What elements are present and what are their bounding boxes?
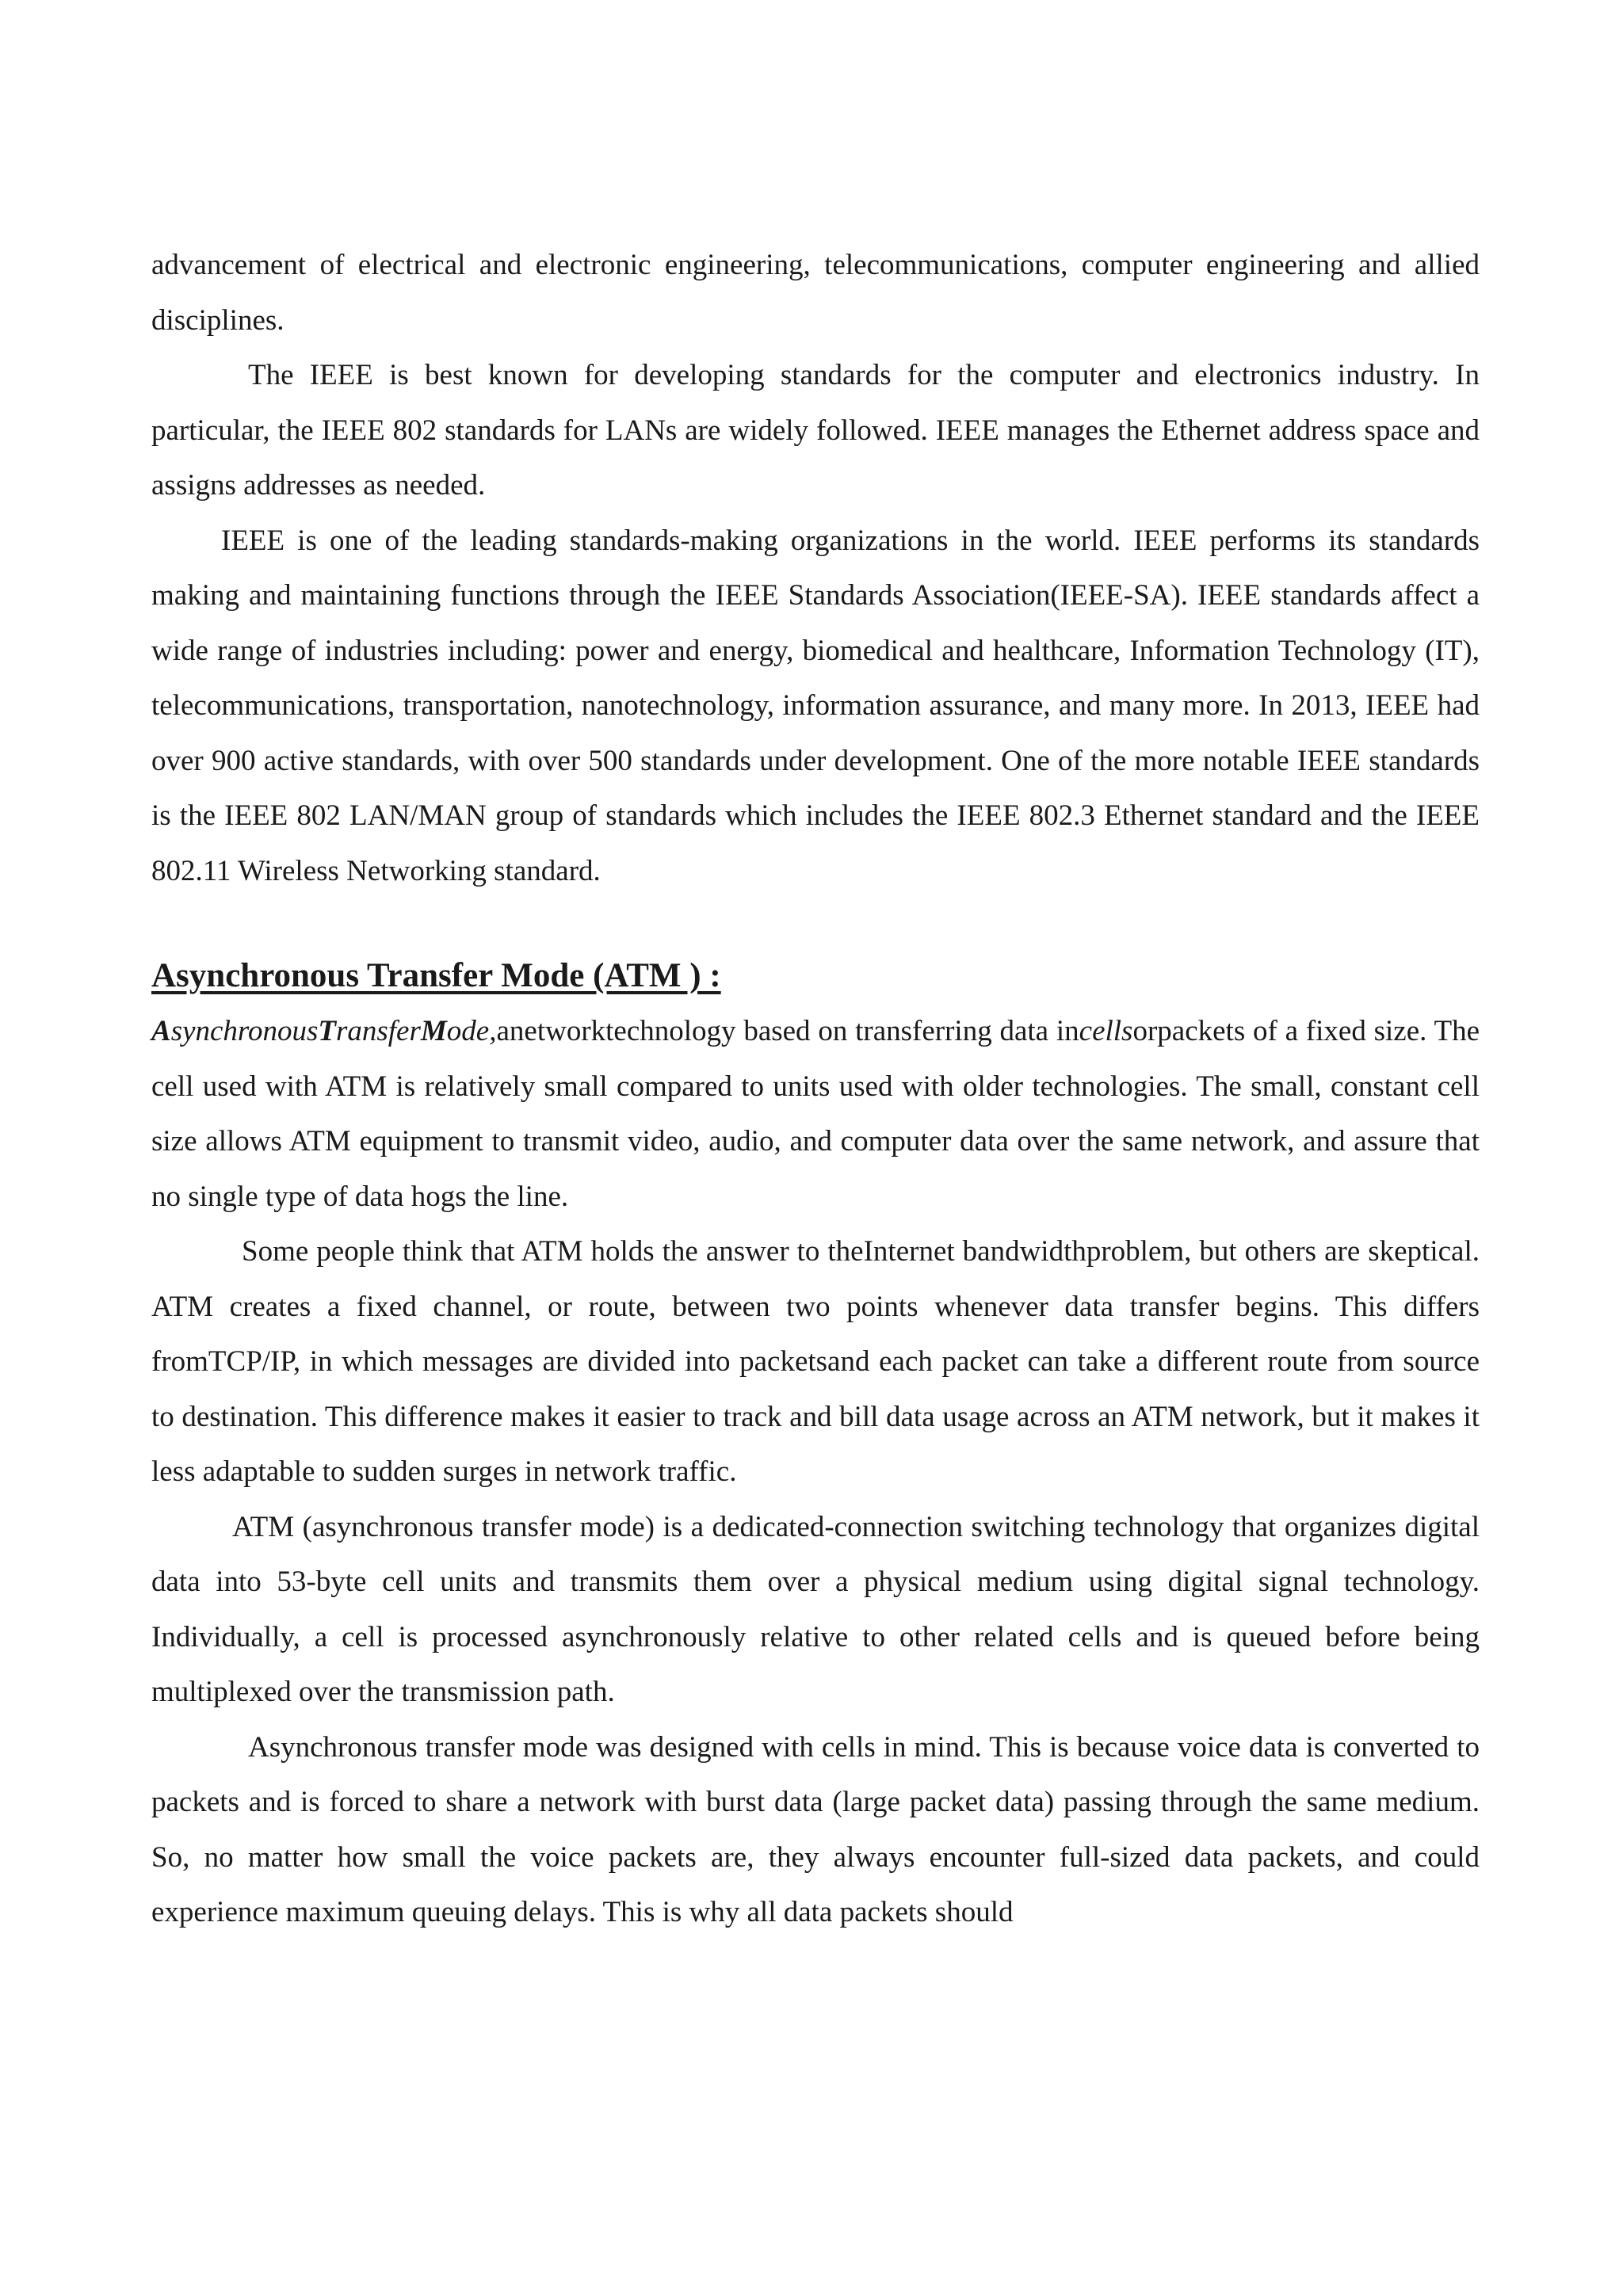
atm-word-synchronous: synchronous xyxy=(170,1015,319,1047)
atm-definition-text: anetworktechnology based on transferring data in xyxy=(496,1015,1079,1047)
paragraph-ieee-organization: IEEE is one of the leading standards-making organizations in the world. IEEE performs its standards making and maintaining functions through the IEEE Standards Association(IEEE-SA). IEEE standards affect a wide range of industries including: power and energy, biomedical and healthcare, Information Technology (IT), telecommunications, transportation, nanotechnology, information assurance, and many more. In 2013, IEEE had over 900 active standards, with over 500 standards under development. One of the more notable IEEE standards is the IEEE 802 LAN/MAN group of standards which includes the IEEE 802.3 Ethernet standard and the IEEE 802.11 Wireless Networking standard. xyxy=(151,524,1480,887)
atm-word-ransfer: ransfer xyxy=(335,1015,421,1047)
section-heading-atm: Asynchronous Transfer Mode (ATM ) : xyxy=(151,957,721,994)
atm-word-ode: ode, xyxy=(446,1015,497,1047)
paragraph-atm-bandwidth: Some people think that ATM holds the answer to theInternet bandwidthproblem, but others are skeptical. ATM creates a fixed channel, or route, between two points whenever data transfer begins. This differs fromTCP/IP, in which messages are divided into packetsand each packet can take a different route from source to destination. This difference makes it easier to track and bill data usage across an ATM network, but it makes it less adaptable to sudden surges in network traffic. xyxy=(151,1235,1480,1488)
paragraph-atm-definition xyxy=(151,1004,1480,1224)
paragraph-atm-switching: ATM (asynchronous transfer mode) is a dedicated-connection switching technology that organizes digital data into 53-byte cell units and transmits them over a physical medium using digital signal technology. Individually, a cell is processed asynchronously relative to other related cells and is queued before being multiplexed over the transmission path. xyxy=(151,1510,1480,1708)
document-page xyxy=(151,238,1480,1940)
atm-letter-t: T xyxy=(318,1015,336,1047)
atm-word-cells: cells xyxy=(1079,1015,1133,1047)
paragraph-ieee-intro: advancement of electrical and electronic engineering, telecommunications, computer engineering and allied disciplines. xyxy=(151,249,1480,337)
atm-letter-m: M xyxy=(420,1015,447,1047)
atm-definition-text-rest: orpackets of a fixed size. The cell used with ATM is relatively small compared to units used with older technologies. The small, constant cell size allows ATM equipment to transmit video, audio, and computer data over the same network, and assure that no single type of data hogs the line. xyxy=(151,1015,1480,1213)
paragraph-atm-cells: Asynchronous transfer mode was designed with cells in mind. This is because voice data is converted to packets and is forced to share a network with burst data (large packet data) passing through the same medium. So, no matter how small the voice packets are, they always encounter full-sized data packets, and could experience maximum queuing delays. This is why all data packets should xyxy=(151,1730,1480,1928)
atm-letter-a: A xyxy=(151,1015,171,1047)
paragraph-ieee-standards: The IEEE is best known for developing standards for the computer and electronics industry. In particular, the IEEE 802 standards for LANs are widely followed. IEEE manages the Ethernet address space and assigns addresses as needed. xyxy=(151,359,1480,502)
